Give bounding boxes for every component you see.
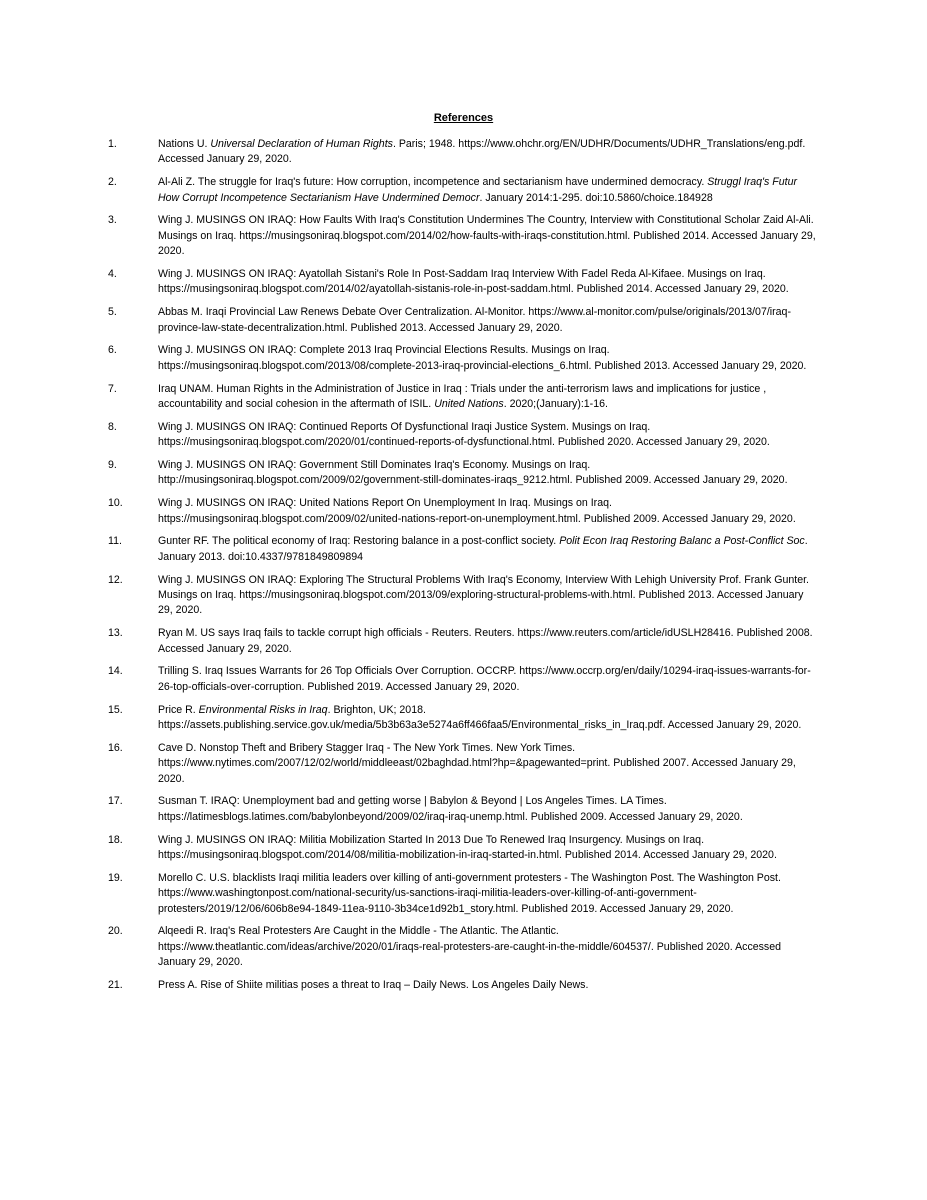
reference-item (0, 573, 927, 619)
reference-item (0, 267, 927, 298)
reference-item (0, 703, 927, 734)
reference-text (158, 664, 820, 695)
reference-text (158, 741, 820, 787)
reference-text (158, 305, 820, 336)
reference-text (158, 794, 820, 825)
reference-text-tail: . January 2013. doi:10.4337/9781849809894 (158, 535, 808, 563)
reference-item (0, 137, 927, 168)
reference-text (158, 626, 820, 657)
reference-number: 10. (108, 497, 123, 510)
reference-item (0, 213, 927, 259)
reference-number: 2. (108, 176, 117, 189)
reference-number: 11. (108, 535, 122, 548)
reference-text-main: Wing J. MUSINGS ON IRAQ: Government Still Dominates Iraq's Economy. Musings on Iraq. http://musingsoniraq.blogspot.com/2009/02/government-still-dominates-iraqs_9212.html. Published 2009. Accessed January 29, 2020. (158, 459, 788, 487)
reference-title-italic: Environmental Risks in Iraq (198, 703, 328, 716)
reference-number: 3. (108, 214, 117, 227)
reference-list (0, 137, 927, 1001)
reference-number: 20. (108, 925, 123, 938)
reference-number: 8. (108, 420, 117, 433)
reference-number: 15. (108, 703, 123, 716)
reference-text (158, 534, 820, 565)
reference-text-main: Alqeedi R. Iraq's Real Protesters Are Caught in the Middle - The Atlantic. The Atlantic. https://www.theatlantic.com/ideas/archive/2020/01/iraqs-real-protesters-are-caught-in-the-middle/604537/. Published 2020. Accessed January 29, 2020. (158, 925, 782, 969)
reference-text-tail: . Paris; 1948. https://www.ohchr.org/EN/UDHR/Documents/UDHR_Translations/eng.pdf. Accessed January 29, 2020. (158, 138, 806, 166)
reference-number: 19. (108, 871, 123, 884)
reference-number: 5. (108, 306, 117, 319)
reference-item (0, 833, 927, 864)
reference-text (158, 175, 820, 206)
reference-text (158, 213, 820, 259)
reference-text (158, 703, 820, 734)
reference-item (0, 794, 927, 825)
reference-title-italic: Universal Declaration of Human Rights (210, 138, 393, 150)
reference-text (158, 458, 820, 489)
reference-text (158, 382, 820, 413)
reference-text-main: Wing J. MUSINGS ON IRAQ: Ayatollah Sistani's Role In Post-Saddam Iraq Interview With Fadel Reda Al-Kifaee. Musings on Iraq. https://musingsoniraq.blogspot.com/2014/02/ayatollah-sistanis-role-in-post-saddam.html. Published 2014. Accessed January 29, 2020. (158, 268, 789, 296)
reference-text-main: Iraq UNAM. Human Rights in the Administration of Justice in Iraq : Trials under the anti-terrorism laws and implications for justice , accountability and social cohesion in the aftermath of ISIL. (158, 382, 767, 411)
reference-text-main: Price R. (158, 703, 199, 716)
reference-number: 18. (108, 833, 123, 846)
reference-item (0, 382, 927, 413)
reference-text-main: Gunter RF. The political economy of Iraq: Restoring balance in a post-conflict society. (158, 535, 560, 548)
reference-number: 6. (108, 344, 117, 357)
reference-text (158, 267, 820, 298)
reference-text (158, 496, 820, 527)
reference-text-main: Al-Ali Z. The struggle for Iraq's future: How corruption, incompetence and sectarianism have undermined democracy. (158, 176, 708, 189)
reference-text-main: Abbas M. Iraqi Provincial Law Renews Debate Over Centralization. Al-Monitor. https://www.al-monitor.com/pulse/originals/2013/07/iraq-province-law-state-decentralization.html. Published 2013. Accessed January 29, 2020. (158, 306, 791, 334)
reference-text (158, 871, 820, 917)
reference-item (0, 626, 927, 657)
reference-number: 9. (108, 459, 117, 472)
reference-text-main: Trilling S. Iraq Issues Warrants for 26 Top Officials Over Corruption. OCCRP. https://www.occrp.org/en/daily/10294-iraq-issues-warrants-for-26-top-officials-over-corruption. Published 2019. Accessed January 29, 2020. (158, 665, 811, 693)
reference-item (0, 534, 927, 565)
reference-text-main: Wing J. MUSINGS ON IRAQ: Militia Mobilization Started In 2013 Due To Renewed Iraq Insurgency. Musings on Iraq. https://musingsoniraq.blogspot.com/2014/08/militia-mobilization-in-iraq-started-in.html. Published 2014. Accessed January 29, 2020. (158, 833, 777, 862)
reference-number: 7. (108, 382, 117, 395)
reference-item (0, 343, 927, 374)
reference-number: 17. (108, 795, 123, 808)
reference-number: 1. (108, 138, 117, 150)
reference-text (158, 924, 820, 970)
reference-text (158, 978, 820, 993)
reference-number: 13. (108, 627, 123, 640)
references-heading: References (433, 112, 494, 124)
reference-number: 12. (108, 573, 123, 586)
reference-item (0, 175, 927, 206)
reference-number: 21. (108, 979, 123, 992)
reference-item (0, 458, 927, 489)
reference-title-italic: Struggl Iraq's Futur How Corrupt Incompetence Sectarianism Have Undermined Democr (158, 176, 797, 204)
reference-item (0, 741, 927, 787)
reference-text-main: Press A. Rise of Shiite militias poses a threat to Iraq – Daily News. Los Angeles Daily News. (158, 979, 589, 992)
reference-title-italic: United Nations (434, 398, 504, 411)
reference-text (158, 573, 820, 619)
reference-text-main: Cave D. Nonstop Theft and Bribery Stagger Iraq - The New York Times. New York Times. https://www.nytimes.com/2007/12/02/world/middleeast/02baghdad.html?hp=&pagewanted=print. Published 2007. Accessed January 29, 2020. (158, 741, 796, 785)
reference-item (0, 664, 927, 695)
reference-text-main: Wing J. MUSINGS ON IRAQ: Continued Reports Of Dysfunctional Iraqi Justice System. Musings on Iraq. https://musingsoniraq.blogspot.com/2020/01/continued-reports-of-dysfunctional.html. Published 2020. Accessed January 29, 2020. (158, 420, 770, 449)
reference-text-main: Wing J. MUSINGS ON IRAQ: Complete 2013 Iraq Provincial Elections Results. Musings on Iraq. https://musingsoniraq.blogspot.com/2013/08/complete-2013-iraq-provincial-elections_6.html. Published 2013. Accessed January 29, 2020. (158, 344, 807, 372)
reference-number: 16. (108, 741, 123, 754)
reference-text (158, 343, 820, 374)
reference-text (158, 420, 820, 451)
reference-item (0, 496, 927, 527)
reference-text-main: Ryan M. US says Iraq fails to tackle corrupt high officials - Reuters. Reuters. https://www.reuters.com/article/idUSLH28416. Published 2008. Accessed January 29, 2020. (158, 627, 813, 655)
reference-number: 4. (108, 268, 117, 281)
reference-text-main: Susman T. IRAQ: Unemployment bad and getting worse | Babylon & Beyond | Los Angeles Times. LA Times. https://latimesblogs.latimes.com/babylonbeyond/2009/02/iraq-iraq-unemp.html. Published 2009. Accessed January 29, 2020. (158, 795, 743, 823)
reference-item (0, 978, 927, 993)
reference-item (0, 305, 927, 336)
reference-text (158, 137, 820, 168)
reference-item (0, 924, 927, 970)
reference-text-main: Nations U. (158, 138, 211, 150)
reference-title-italic: Polit Econ Iraq Restoring Balanc a Post-Conflict Soc (559, 535, 805, 548)
reference-text (158, 833, 820, 864)
reference-text-tail: . January 2014:1-295. doi:10.5860/choice.184928 (479, 191, 713, 204)
reference-text-main: Morello C. U.S. blacklists Iraqi militia leaders over killing of anti-government protesters - The Washington Post. The Washington Post. https://www.washingtonpost.com/national-security/us-sanctions-iraqi-militia-leaders-over-killing-of-anti-government-protesters/2019/12/06/606b8e94-1849-11ea-9110-3b34ce1d92b1_story.html. Published 2019. Accessed January 29, 2020. (158, 871, 781, 915)
reference-text-main: Wing J. MUSINGS ON IRAQ: United Nations Report On Unemployment In Iraq. Musings on Iraq. https://musingsoniraq.blogspot.com/2009/02/united-nations-report-on-unemployment.html. Published 2009. Accessed January 29, 2020. (158, 497, 796, 525)
reference-item (0, 871, 927, 917)
reference-item (0, 420, 927, 451)
reference-text-tail: . Brighton, UK; 2018. https://assets.publishing.service.gov.uk/media/5b3b63a3e5274a6ff466faa5/Environmental_risks_in_Iraq.pdf. Accessed January 29, 2020. (158, 703, 802, 732)
reference-text-main: Wing J. MUSINGS ON IRAQ: How Faults With Iraq's Constitution Undermines The Country, Interview with Constitutional Scholar Zaid Al-Ali. Musings on Iraq. https://musingsoniraq.blogspot.com/2014/02/how-faults-with-iraqs-constitution.html. Published 2014. Accessed January 29, 2020. (158, 214, 816, 258)
reference-text-tail: . 2020;(January):1-16. (503, 398, 608, 411)
reference-text-main: Wing J. MUSINGS ON IRAQ: Exploring The Structural Problems With Iraq's Economy, Interview With Lehigh University Prof. Frank Gunter. Musings on Iraq. https://musingsoniraq.blogspot.com/2013/09/exploring-structural-problems-with.html. Published 2013. Accessed January 29, 2020. (158, 573, 810, 617)
reference-number: 14. (108, 665, 123, 678)
